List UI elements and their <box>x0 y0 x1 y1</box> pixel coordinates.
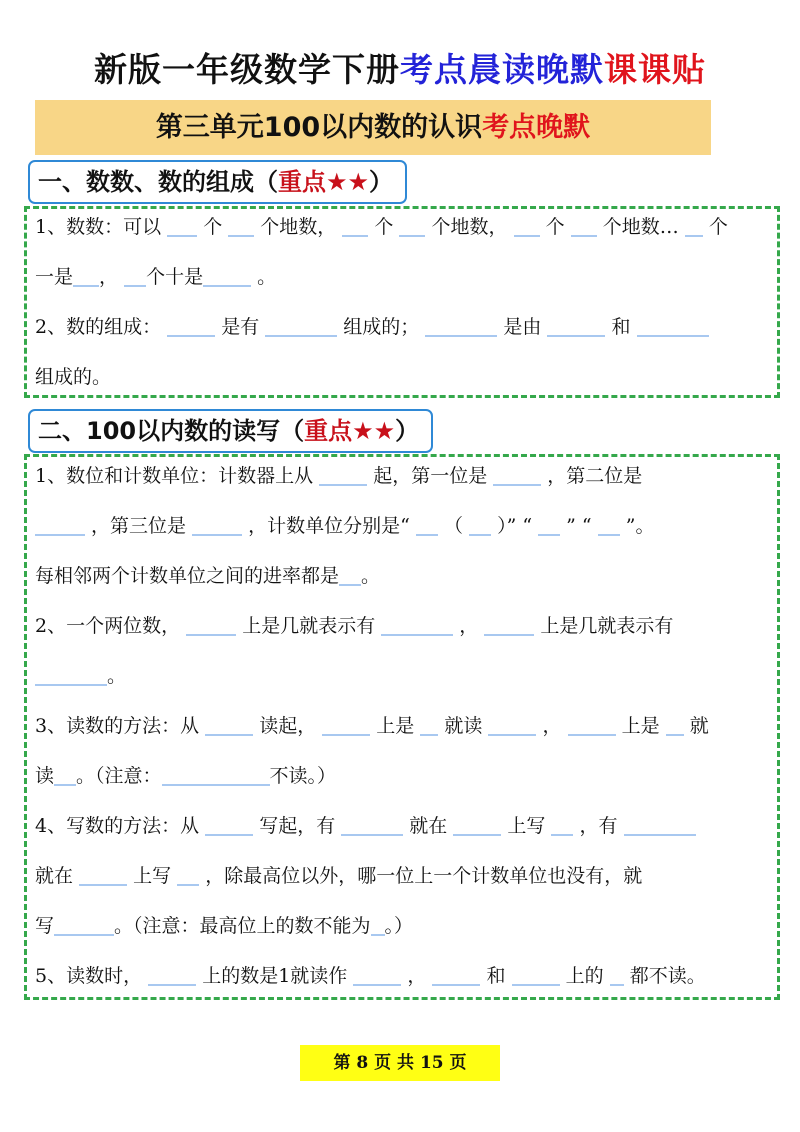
text-segment: 上写 <box>133 865 172 887</box>
text-segment: 就在 <box>409 815 448 837</box>
text-segment: ）” <box>497 515 517 537</box>
answer-blank[interactable] <box>381 614 453 636</box>
section-2-close: ） <box>395 417 420 445</box>
text-segment: 个地数… <box>602 216 679 238</box>
answer-blank[interactable] <box>124 265 146 287</box>
text-segment: 写起，有 <box>259 815 336 837</box>
section-2-title: 二、100以内数的读写（ <box>38 417 305 445</box>
answer-blank[interactable] <box>148 964 196 986</box>
text-segment: 个 <box>203 216 223 238</box>
section-2-line-11 <box>35 951 765 1001</box>
unit-banner <box>35 100 711 155</box>
text-segment: 1、数数：可以 <box>35 216 162 238</box>
text-segment: ，有 <box>579 815 618 837</box>
text-segment: 就读 <box>444 715 483 737</box>
text-segment: ， <box>542 715 562 737</box>
section-1-line-3 <box>35 302 765 352</box>
section-1-title: 一、数数、数的组成（ <box>38 168 278 196</box>
text-segment: “ <box>581 515 592 537</box>
answer-blank[interactable] <box>319 464 367 486</box>
text-segment: ，第三位是 <box>91 515 187 537</box>
answer-blank[interactable] <box>547 315 605 337</box>
answer-blank[interactable] <box>265 315 337 337</box>
section-1-line-1 <box>35 202 765 252</box>
answer-blank[interactable] <box>353 964 401 986</box>
text-segment: 。（注意：最高位上的数不能为 <box>114 915 371 937</box>
text-segment: ， <box>99 266 119 288</box>
answer-blank[interactable] <box>551 814 573 836</box>
text-segment: 。） <box>384 915 414 937</box>
answer-blank[interactable] <box>371 914 385 936</box>
text-segment: 和 <box>486 965 506 987</box>
text-segment: ，第二位是 <box>547 465 643 487</box>
answer-blank[interactable] <box>484 614 534 636</box>
answer-blank[interactable] <box>35 514 85 536</box>
answer-blank[interactable] <box>203 265 251 287</box>
answer-blank[interactable] <box>339 564 361 586</box>
page-title <box>0 44 800 91</box>
answer-blank[interactable] <box>598 514 620 536</box>
answer-blank[interactable] <box>341 814 403 836</box>
answer-blank[interactable] <box>685 215 703 237</box>
section-1-close: ） <box>369 168 394 196</box>
page-number: 第 8 页 共 15 页 <box>300 1045 500 1081</box>
answer-blank[interactable] <box>205 814 253 836</box>
answer-blank[interactable] <box>73 265 99 287</box>
text-segment: ” <box>566 515 576 537</box>
text-segment: 就 <box>689 715 709 737</box>
text-segment: 不读。） <box>269 765 337 787</box>
answer-blank[interactable] <box>167 215 197 237</box>
text-segment: 每相邻两个计数单位之间的进率都是 <box>35 565 340 587</box>
title-part-3: 课课贴 <box>604 50 706 89</box>
text-segment: 。（注意： <box>76 765 162 787</box>
answer-blank[interactable] <box>420 714 438 736</box>
text-segment: 都不读。 <box>629 965 706 987</box>
section-2-line-2 <box>35 501 765 551</box>
section-2-line-4 <box>35 601 765 651</box>
text-segment: 写 <box>35 915 55 937</box>
text-segment: “ <box>522 515 533 537</box>
answer-blank[interactable] <box>610 964 624 986</box>
answer-blank[interactable] <box>322 714 370 736</box>
text-segment: 和 <box>611 316 631 338</box>
answer-blank[interactable] <box>469 514 491 536</box>
answer-blank[interactable] <box>79 864 127 886</box>
text-segment: 个 <box>708 216 728 238</box>
text-segment: ，除最高位以外，哪一位上一个计数单位也没有，就 <box>205 865 643 887</box>
answer-blank[interactable] <box>512 964 560 986</box>
section-2-line-7 <box>35 751 765 801</box>
text-segment: 起，第一位是 <box>373 465 488 487</box>
text-segment: ，计数单位分别是“ <box>248 515 410 537</box>
text-segment: 就在 <box>35 865 74 887</box>
answer-blank[interactable] <box>35 664 107 686</box>
section-2-line-1 <box>35 451 765 501</box>
answer-blank[interactable] <box>514 215 540 237</box>
unit-subtitle: 考点晚默 <box>482 112 591 143</box>
text-segment: 4、写数的方法：从 <box>35 815 200 837</box>
section-2-line-3 <box>35 551 765 601</box>
answer-blank[interactable] <box>666 714 684 736</box>
text-segment: 上写 <box>507 815 546 837</box>
text-segment: 2、数的组成： <box>35 316 162 338</box>
section-2-line-5 <box>35 651 765 701</box>
answer-blank[interactable] <box>637 315 709 337</box>
text-segment: 个地数， <box>260 216 337 238</box>
answer-blank[interactable] <box>571 215 597 237</box>
text-segment: 上的数是1就读作 <box>202 965 348 987</box>
text-segment: 个 <box>374 216 394 238</box>
answer-blank[interactable] <box>624 814 696 836</box>
answer-blank[interactable] <box>228 215 254 237</box>
text-segment: 读 <box>35 765 55 787</box>
text-segment: 个十是 <box>146 266 204 288</box>
text-segment: 读起， <box>259 715 317 737</box>
answer-blank[interactable] <box>493 464 541 486</box>
section-2-line-9 <box>35 851 765 901</box>
text-segment: 是有 <box>221 316 260 338</box>
answer-blank[interactable] <box>453 814 501 836</box>
section-1-line-2 <box>35 252 765 302</box>
section-1-importance: 重点★★ <box>278 168 370 196</box>
answer-blank[interactable] <box>425 315 497 337</box>
section-1-heading <box>28 160 407 204</box>
title-part-2: 考点晨读晚默 <box>400 50 604 89</box>
text-segment: 个 <box>545 216 565 238</box>
answer-blank[interactable] <box>54 764 76 786</box>
text-segment: 3、读数的方法：从 <box>35 715 200 737</box>
title-part-1: 新版一年级数学下册 <box>94 50 400 89</box>
text-segment: ”。 <box>625 515 655 537</box>
section-1-line-4 <box>35 352 765 402</box>
text-segment: ， <box>407 965 427 987</box>
answer-blank[interactable] <box>399 215 425 237</box>
text-segment: （ <box>443 515 463 537</box>
answer-blank[interactable] <box>186 614 236 636</box>
text-segment: 个地数， <box>431 216 508 238</box>
text-segment: 2、一个两位数， <box>35 615 181 637</box>
answer-blank[interactable] <box>177 864 199 886</box>
text-segment: 。 <box>361 565 381 587</box>
answer-blank[interactable] <box>538 514 560 536</box>
answer-blank[interactable] <box>416 514 438 536</box>
text-segment: 一是 <box>35 266 74 288</box>
text-segment: ， <box>459 615 479 637</box>
text-segment: 上的 <box>565 965 604 987</box>
answer-blank[interactable] <box>54 914 114 936</box>
text-segment: 是由 <box>503 316 542 338</box>
text-segment: 。 <box>107 665 127 687</box>
answer-blank[interactable] <box>488 714 536 736</box>
section-2-line-6 <box>35 701 765 751</box>
text-segment: 。 <box>257 266 277 288</box>
unit-title: 第三单元100以内数的认识 <box>155 112 483 143</box>
answer-blank[interactable] <box>342 215 368 237</box>
answer-blank[interactable] <box>192 514 242 536</box>
text-segment: 5、读数时， <box>35 965 143 987</box>
text-segment: 组成的。 <box>35 366 112 388</box>
text-segment: 1、数位和计数单位：计数器上从 <box>35 465 314 487</box>
answer-blank[interactable] <box>432 964 480 986</box>
text-segment: 上是几就表示有 <box>242 615 376 637</box>
answer-blank[interactable] <box>162 764 270 786</box>
answer-blank[interactable] <box>167 315 215 337</box>
answer-blank[interactable] <box>568 714 616 736</box>
answer-blank[interactable] <box>205 714 253 736</box>
section-2-importance: 重点★★ <box>304 417 396 445</box>
section-2-heading <box>28 409 433 453</box>
text-segment: 上是 <box>621 715 660 737</box>
section-2-line-10 <box>35 901 765 951</box>
text-segment: 上是 <box>376 715 415 737</box>
section-2-line-8 <box>35 801 765 851</box>
text-segment: 上是几就表示有 <box>540 615 674 637</box>
text-segment: 组成的； <box>343 316 420 338</box>
